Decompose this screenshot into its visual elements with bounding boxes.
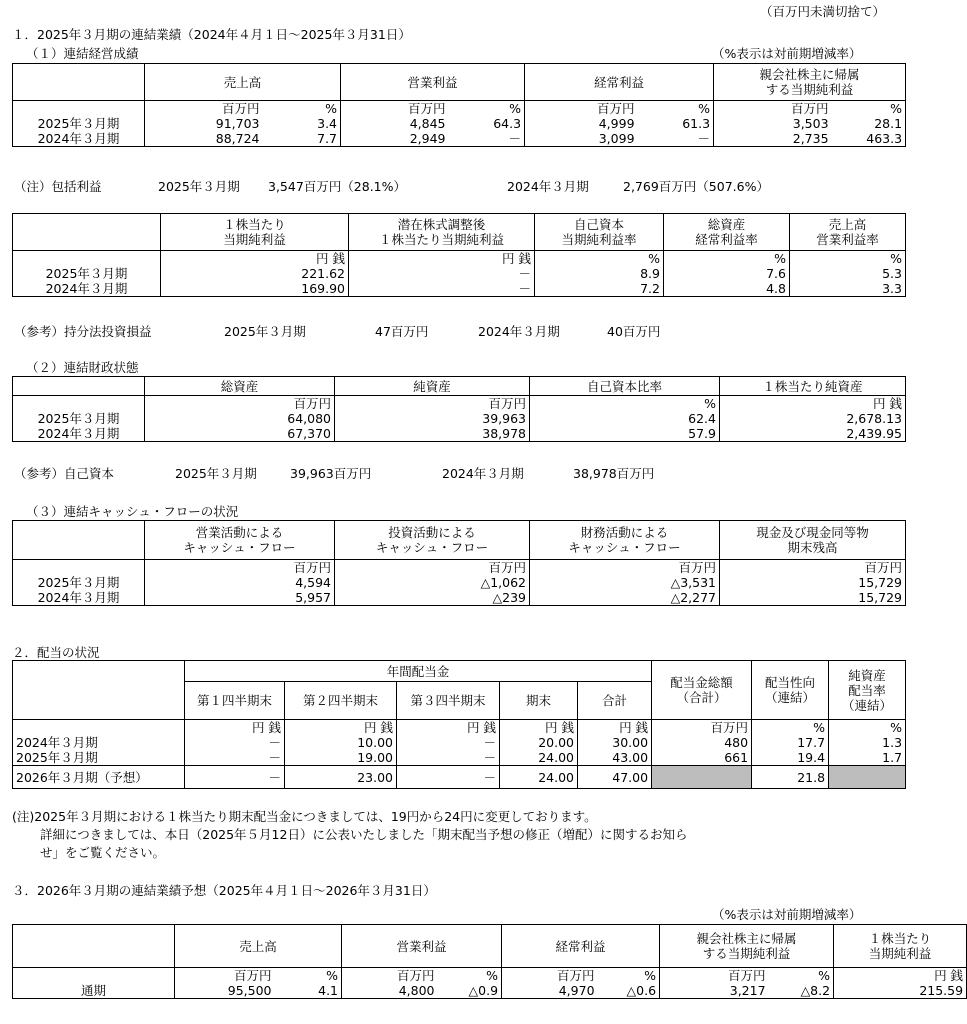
section3-title: ３．2026年３月期の連結業績予想（2025年４月１日～2026年３月31日）	[12, 883, 436, 898]
comprehensive-income-label: （注）包括利益	[14, 179, 102, 194]
unit-cell: 百万円	[145, 101, 263, 117]
value-cell: 5,957	[145, 590, 335, 606]
value-cell: 3.3	[790, 281, 906, 297]
table-row	[13, 411, 906, 426]
header-year-end: 期末	[500, 682, 578, 720]
value-cell: 3,217	[660, 983, 769, 999]
value-cell: －	[397, 735, 500, 750]
unit-cell: 円 銭	[185, 720, 285, 736]
value-cell: △239	[335, 590, 530, 606]
unit-cell: 百万円	[502, 968, 598, 984]
value-cell: 2,439.95	[720, 426, 906, 442]
value-cell: 4.1	[275, 983, 342, 999]
unit-cell: %	[535, 251, 664, 267]
unit-cell: 百万円	[145, 396, 335, 412]
value-cell: 91,703	[215, 116, 260, 131]
header-ordinary-profit: 経常利益	[525, 64, 714, 101]
value-cell: 67,370	[145, 426, 335, 442]
per-share-table	[12, 213, 906, 297]
value-cell: 221.62	[161, 266, 349, 281]
own-capital-label: （参考）自己資本	[14, 466, 115, 481]
value-cell: 38,978	[335, 426, 530, 442]
value-cell: －	[185, 766, 285, 789]
unit-cell: %	[832, 101, 906, 117]
header-operating-cf: 営業活動による キャッシュ・フロー	[145, 521, 335, 560]
value-cell: 88,724	[145, 131, 263, 147]
value-cell: △1,062	[335, 575, 530, 590]
unit-cell: %	[263, 101, 341, 117]
header-total: 合計	[578, 682, 652, 720]
unit-cell: 円 銭	[720, 396, 906, 412]
value-cell: －	[185, 750, 285, 766]
row-label: 2024年３月期	[13, 281, 161, 297]
value-cell: 15,729	[720, 590, 906, 606]
sub2-title: （２）連結財政状態	[26, 360, 139, 375]
table-row	[13, 983, 967, 999]
value-cell: －	[397, 750, 500, 766]
value-cell: 2,949	[341, 131, 449, 147]
header-net-income: 親会社株主に帰属 する当期純利益	[660, 925, 834, 968]
financial-position-table	[12, 376, 906, 442]
header-eps: １株当たり 当期純利益	[834, 925, 967, 968]
comprehensive-income-period-1: 2025年３月期	[158, 179, 240, 194]
section1-title: １．2025年３月期の連結業績（2024年４月１日～2025年３月31日）	[12, 27, 411, 42]
comprehensive-income-period-2: 2024年３月期	[507, 179, 589, 194]
header-net-income: 親会社株主に帰属 する当期純利益	[714, 64, 906, 101]
header-bps: １株当たり純資産	[720, 377, 906, 396]
own-capital-period-1: 2025年３月期	[175, 466, 257, 481]
table-row	[13, 766, 906, 789]
header-net-assets: 純資産	[335, 377, 530, 396]
value-cell: 2,735	[714, 131, 832, 147]
value-cell: －	[449, 131, 525, 147]
row-label: 通期	[13, 983, 175, 999]
shaded-cell	[829, 766, 906, 789]
value-cell: 61.3	[638, 116, 714, 131]
header-operating-profit: 営業利益	[341, 64, 525, 101]
value-cell: 30.00	[578, 735, 652, 750]
value-cell: 20.00	[500, 735, 578, 750]
unit-cell: 円 銭	[397, 720, 500, 736]
dividend-note-line-1: (注)2025年３月期における１株当たり期末配当金につきましては、19円から24円に変更しております。	[12, 809, 597, 824]
unit-cell: 百万円	[145, 560, 335, 576]
value-cell: －	[349, 266, 535, 281]
row-label: 2026年３月期（予想）	[13, 766, 185, 789]
header-q2: 第２四半期末	[285, 682, 397, 720]
table-row	[13, 131, 906, 147]
value-cell: 661	[652, 750, 752, 766]
value-cell: －	[185, 735, 285, 750]
value-cell: 7.2	[535, 281, 664, 297]
header-sales: 売上高	[175, 925, 342, 968]
unit-cell: %	[530, 396, 720, 412]
header-dividend-net-assets: 純資産 配当率 （連結）	[829, 661, 906, 720]
row-label: 2025年３月期	[13, 116, 145, 131]
unit-cell: 円 銭	[578, 720, 652, 736]
value-cell: 43.00	[578, 750, 652, 766]
header-blank	[13, 64, 145, 101]
value-cell: △0.6	[598, 983, 660, 999]
row-label: 2024年３月期	[13, 131, 145, 147]
header-equity-ratio: 自己資本比率	[530, 377, 720, 396]
header-sales: 売上高	[145, 64, 341, 101]
table-row	[13, 735, 906, 750]
unit-cell: 百万円	[660, 968, 769, 984]
row-label: 2025年３月期	[13, 266, 161, 281]
value-cell: 4,970	[502, 983, 598, 999]
value-cell: 4,594	[145, 575, 335, 590]
value-cell: △3,531	[530, 575, 720, 590]
row-label: 2025年３月期	[13, 575, 145, 590]
unit-cell: %	[752, 720, 829, 736]
value-cell: △0.9	[438, 983, 502, 999]
header-financing-cf: 財務活動による キャッシュ・フロー	[530, 521, 720, 560]
value-cell: 169.90	[161, 281, 349, 297]
table-row	[13, 750, 906, 766]
table-row	[13, 116, 906, 131]
value-cell: 24.00	[500, 750, 578, 766]
dividend-note-line-2: 詳細につきましては、本日（2025年５月12日）に公表いたしました「期末配当予想の修正（増配）に関するお知ら	[40, 827, 688, 842]
value-cell: 10.00	[285, 735, 397, 750]
value-cell: 47.00	[578, 766, 652, 789]
row-label: 2024年３月期	[13, 735, 185, 750]
unit-cell: 百万円	[714, 101, 832, 117]
value-cell: 7.6	[664, 266, 790, 281]
unit-cell: 円 銭	[349, 251, 535, 267]
table-row	[13, 426, 906, 442]
value-cell: 19.00	[285, 750, 397, 766]
value-cell: 4,999	[598, 116, 635, 131]
value-cell: 5.3	[790, 266, 906, 281]
unit-cell: 百万円	[530, 560, 720, 576]
header-total-assets: 総資産	[145, 377, 335, 396]
comprehensive-income-value-2: 2,769百万円（507.6%）	[623, 179, 769, 194]
shaded-cell	[652, 766, 752, 789]
forecast-table	[12, 924, 967, 999]
sub1-title: （１）連結経営成績	[26, 46, 139, 61]
sub3-title: （３）連結キャッシュ・フローの状況	[26, 504, 239, 519]
value-cell: 1.3	[829, 735, 906, 750]
table-row	[13, 281, 906, 297]
unit-cell: %	[769, 968, 834, 984]
value-cell: 64.3	[449, 116, 525, 131]
value-cell: △8.2	[769, 983, 834, 999]
value-cell: 4,845	[409, 116, 446, 131]
unit-cell: 円 銭	[285, 720, 397, 736]
header-cash-balance: 現金及び現金同等物 期末残高	[720, 521, 906, 560]
value-cell: 64,080	[145, 411, 335, 426]
header-diluted-eps: 潜在株式調整後 １株当たり当期純利益	[349, 214, 535, 251]
own-capital-value-1: 39,963百万円	[290, 466, 372, 481]
operating-results-table	[12, 63, 906, 147]
value-cell: 17.7	[752, 735, 829, 750]
value-cell: 3,503	[792, 116, 829, 131]
header-payout-ratio: 配当性向 （連結）	[752, 661, 829, 720]
value-cell: 7.7	[263, 131, 341, 147]
header-roe: 自己資本 当期純利益率	[535, 214, 664, 251]
value-cell: 62.4	[530, 411, 720, 426]
header-annual-dividend: 年間配当金	[185, 661, 652, 682]
unit-note: （百万円未満切捨て）	[760, 4, 886, 19]
row-label: 2025年３月期	[13, 411, 145, 426]
table-row	[13, 266, 906, 281]
value-cell: 480	[652, 735, 752, 750]
value-cell: 2,678.13	[720, 411, 906, 426]
unit-cell: %	[638, 101, 714, 117]
value-cell: 57.9	[530, 426, 720, 442]
value-cell: －	[397, 766, 500, 789]
value-cell: 24.00	[500, 766, 578, 789]
value-cell: △2,277	[530, 590, 720, 606]
header-investing-cf: 投資活動による キャッシュ・フロー	[335, 521, 530, 560]
unit-cell: 百万円	[525, 101, 638, 117]
value-cell: 3.4	[263, 116, 341, 131]
header-ordinary-profit: 経常利益	[502, 925, 660, 968]
header-eps: １株当たり 当期純利益	[161, 214, 349, 251]
header-operating-margin: 売上高 営業利益率	[790, 214, 906, 251]
value-cell: 8.9	[535, 266, 664, 281]
header-total-dividend: 配当金総額 （合計）	[652, 661, 752, 720]
header-operating-profit: 営業利益	[342, 925, 502, 968]
row-label: 2025年３月期	[13, 750, 185, 766]
unit-cell: 百万円	[335, 560, 530, 576]
equity-method-value-2: 40百万円	[607, 324, 661, 339]
unit-cell: %	[829, 720, 906, 736]
dividend-note-line-3: せ」をご覧ください。	[40, 845, 166, 860]
equity-method-value-1: 47百万円	[375, 324, 429, 339]
own-capital-period-2: 2024年３月期	[442, 466, 524, 481]
unit-cell: 百万円	[175, 968, 275, 984]
table-row	[13, 575, 906, 590]
value-cell: 1.7	[829, 750, 906, 766]
unit-cell: %	[790, 251, 906, 267]
equity-method-period-1: 2025年３月期	[224, 324, 306, 339]
unit-cell: 百万円	[335, 396, 530, 412]
unit-cell: 百万円	[720, 560, 906, 576]
value-cell: 28.1	[832, 116, 906, 131]
value-cell: 4.8	[664, 281, 790, 297]
equity-method-period-2: 2024年３月期	[478, 324, 560, 339]
value-cell: 95,500	[175, 983, 275, 999]
unit-cell: 百万円	[342, 968, 438, 984]
sub1-note: （%表示は対前期増減率）	[712, 46, 862, 61]
value-cell: 23.00	[285, 766, 397, 789]
unit-cell: %	[664, 251, 790, 267]
row-label: 2024年３月期	[13, 590, 145, 606]
value-cell: －	[638, 131, 714, 147]
header-q1: 第１四半期末	[185, 682, 285, 720]
unit-cell: 円 銭	[161, 251, 349, 267]
header-roa: 総資産 経常利益率	[664, 214, 790, 251]
equity-method-label: （参考）持分法投資損益	[14, 324, 152, 339]
unit-cell: %	[275, 968, 342, 984]
dividends-table	[12, 660, 906, 789]
value-cell: 39,963	[335, 411, 530, 426]
value-cell: －	[349, 281, 535, 297]
table-row	[13, 590, 906, 606]
unit-cell: %	[598, 968, 660, 984]
row-label: 2024年３月期	[13, 426, 145, 442]
own-capital-value-2: 38,978百万円	[573, 466, 655, 481]
unit-cell: %	[449, 101, 525, 117]
unit-cell: %	[438, 968, 502, 984]
header-q3: 第３四半期末	[397, 682, 500, 720]
value-cell: 21.8	[752, 766, 829, 789]
value-cell: 15,729	[720, 575, 906, 590]
value-cell: 463.3	[832, 131, 906, 147]
section3-note: （%表示は対前期増減率）	[712, 907, 862, 922]
cash-flow-table	[12, 520, 906, 606]
value-cell: 19.4	[752, 750, 829, 766]
value-cell: 215.59	[834, 983, 967, 999]
unit-cell: 百万円	[341, 101, 449, 117]
comprehensive-income-value-1: 3,547百万円（28.1%）	[268, 179, 406, 194]
unit-cell: 百万円	[652, 720, 752, 736]
unit-cell: 円 銭	[500, 720, 578, 736]
value-cell: 3,099	[525, 131, 638, 147]
value-cell: 4,800	[342, 983, 438, 999]
section2-title: ２．配当の状況	[12, 645, 100, 660]
unit-cell: 円 銭	[834, 968, 967, 984]
